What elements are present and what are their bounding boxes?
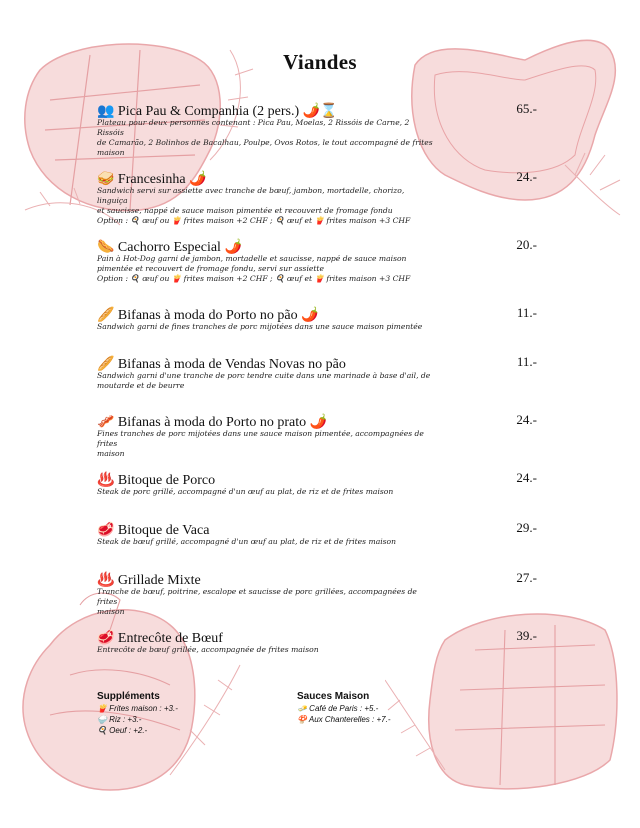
menu-item: [97, 519, 537, 547]
menu-item-price: 27.-: [516, 570, 537, 585]
menu-item-description: Entrecôte de bœuf grillée, accompagnée de frites maison: [97, 645, 319, 654]
menu-item: [97, 353, 537, 391]
menu-item: [97, 304, 537, 332]
menu-item-description: Steak de porc grillé, accompagné d'un œuf au plat, de riz et de frites maison: [97, 487, 394, 496]
menu-item-price: 39.-: [516, 628, 537, 643]
sauce-line: 🧈 Café de Paris : +5.-: [297, 704, 379, 713]
menu-item-name: 🥓 Bifanas à moda do Porto no prato 🌶️: [97, 415, 328, 430]
menu-item-price: 11.-: [516, 354, 537, 369]
menu-item: [97, 411, 537, 459]
menu-item-name: 🥩 Bitoque de Vaca: [97, 523, 210, 538]
menu-item-description: Pain à Hot-Dog garni de jambon, mortadelle et saucisse, nappé de sauce maison pimentée et recouvert de fromage fondu, servi sur assiette Option : 🍳 œuf ou 🍟 frites maison +2 CHF ; 🍳 œuf et 🍟 frites maison +3 CHF: [97, 254, 411, 283]
menu-item-price: 65.-: [516, 101, 537, 116]
menu-item-price: 24.-: [516, 169, 537, 184]
menu-item-description: Sandwich servi sur assiette avec tranche de bœuf, jambon, mortadelle, chorizo, linguiça et saucisse, nappé de sauce maison pimentée et recouvert de fromage fondu Option : 🍳 œuf ou 🍟 frites maison +2 CHF ; 🍳 œuf et 🍟 frites maison +3 CHF: [97, 186, 411, 225]
menu-item-name: 🌭 Cachorro Especial 🌶️: [97, 240, 242, 255]
sauces-section: [297, 690, 390, 725]
menu-item-price: 20.-: [516, 237, 537, 252]
menu-item: [97, 569, 537, 617]
menu-item-description: Fines tranches de porc mijotées dans une sauce maison pimentée, accompagnées de frites maison: [97, 429, 424, 458]
menu-item: [97, 627, 537, 655]
menu-item-name: 👥 Pica Pau & Companhia (2 pers.) 🌶️⌛: [97, 104, 338, 119]
menu-item-price: 29.-: [516, 520, 537, 535]
supplement-line: 🍟 Frites maison : +3.-: [97, 704, 178, 713]
menu-item-name: 🥪 Francesinha 🌶️: [97, 172, 207, 187]
menu-item-description: Tranche de bœuf, poitrine, escalope et saucisse de porc grillées, accompagnées de frites maison: [97, 587, 417, 616]
menu-item-name: ♨️ Bitoque de Porco: [97, 473, 216, 488]
supplement-line: 🍳 Oeuf : +2.-: [97, 726, 148, 735]
supplements-title: Suppléments: [97, 691, 160, 702]
menu-item-description: Sandwich garni de fines tranches de porc mijotées dans une sauce maison pimentée: [97, 322, 423, 331]
menu-item: [97, 236, 537, 284]
menu-item-price: 24.-: [516, 412, 537, 427]
menu-item: [97, 469, 537, 497]
page-title: Viandes: [283, 50, 357, 75]
menu-item-name: 🥖 Bifanas à moda do Porto no pão 🌶️: [97, 308, 319, 323]
menu-item: [97, 168, 537, 226]
menu-item-name: ♨️ Grillade Mixte: [97, 573, 201, 588]
menu-item: [97, 100, 537, 158]
sauces-title: Sauces Maison: [297, 691, 370, 702]
menu-item-description: Steak de bœuf grillé, accompagné d'un œuf au plat, de riz et de frites maison: [97, 537, 397, 546]
menu-item-description: Sandwich garni d'une tranche de porc tendre cuite dans une marinade à base d'ail, de moutarde et de beurre: [97, 371, 431, 390]
menu-item-price: 24.-: [516, 470, 537, 485]
menu-item-price: 11.-: [516, 305, 537, 320]
supplement-line: 🍚 Riz : +3.-: [97, 715, 142, 724]
supplements-section: [97, 690, 178, 736]
menu-item-name: 🥩 Entrecôte de Bœuf: [97, 631, 223, 646]
menu-item-name: 🥖 Bifanas à moda de Vendas Novas no pão: [97, 357, 346, 372]
sauce-line: 🍄 Aux Chanterelles : +7.-: [297, 715, 391, 724]
menu-item-description: Plateau pour deux personnes contenant : Pica Pau, Moelas, 2 Rissóis de Carne, 2 Rissóis de Camarão, 2 Bolinhos de Bacalhau, Poulpe, Ovos Rotos, le tout accompagné de frites maison: [97, 118, 433, 157]
